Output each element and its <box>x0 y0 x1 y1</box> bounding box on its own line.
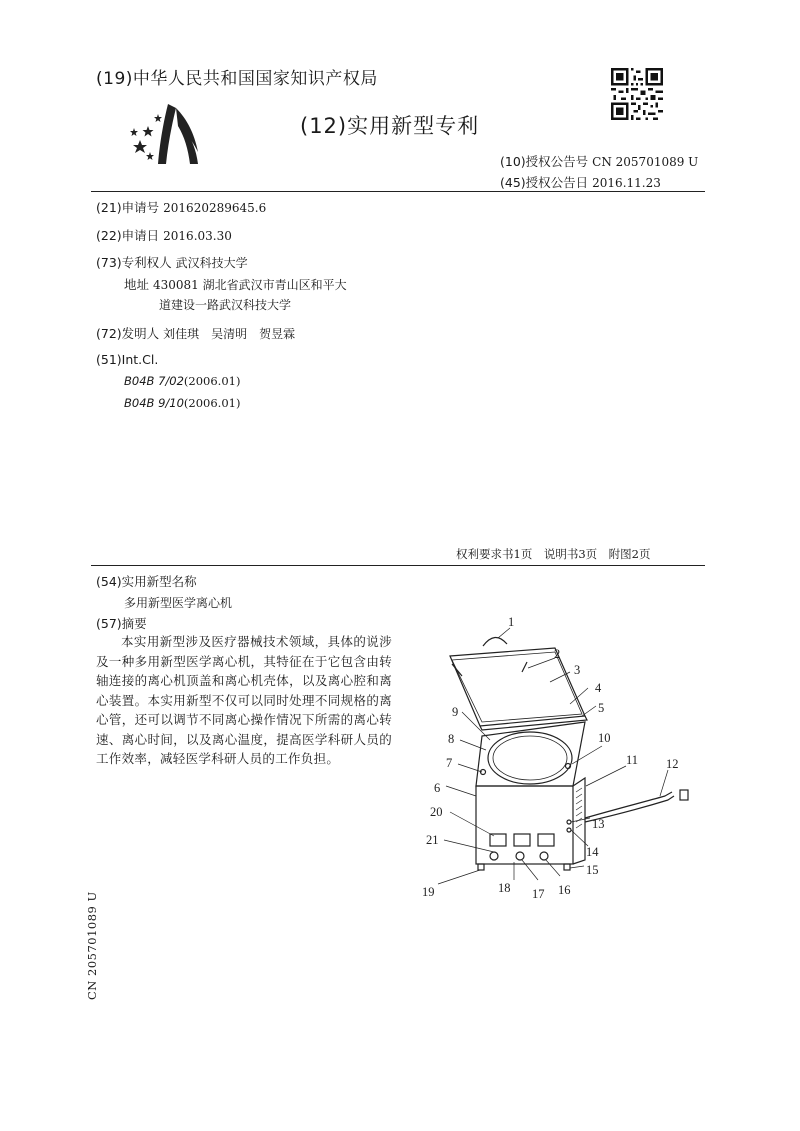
inventors: 刘佳琪 吴清明 贺昱霖 <box>163 327 296 341</box>
cnipa-logo <box>128 100 210 174</box>
ipc-code: B04B 9/10 <box>124 396 184 410</box>
address-line-1: 430081 湖北省武汉市青山区和平大 <box>153 278 347 292</box>
display-panel <box>490 834 506 846</box>
ipc-label: (51)Int.Cl. <box>96 352 159 367</box>
application-number: 201620289645.6 <box>163 201 267 215</box>
lid <box>450 648 585 726</box>
application-number-label: (21)申请号 <box>96 200 160 215</box>
callout-21: 21 <box>426 833 439 847</box>
callout-12: 12 <box>666 757 679 771</box>
abstract-text: 本实用新型涉及医疗器械技术领域，具体的说涉及一种多用新型医学离心机，其特征在于它包含由转轴连接的离心机顶盖和离心机壳体，以及离心腔和离心装置。本实用新型不仅可以同时处理不同规格的离心管，还可以调节不同离心操作情况下所需的离心转速、离心时间，以及离心温度，提高医学科研人员的工作效率，减轻医学科研人员的工作负担。 <box>96 634 392 766</box>
filing-date-row <box>96 226 232 244</box>
callout-9: 9 <box>452 705 459 719</box>
patentee-label: (73)专利权人 <box>96 255 172 270</box>
address-line-2-text: 道建设一路武汉科技大学 <box>159 298 292 312</box>
display-panel <box>538 834 554 846</box>
callout-8: 8 <box>448 732 455 746</box>
knob <box>490 852 498 860</box>
utility-model-title: 多用新型医学离心机 <box>124 596 233 610</box>
housing-front <box>476 786 573 864</box>
callout-16: 16 <box>558 883 571 897</box>
callout-6: 6 <box>434 781 441 795</box>
ipc-code: B04B 7/02 <box>124 374 184 388</box>
section-rule <box>91 565 705 566</box>
address-row <box>124 275 347 293</box>
callout-17: 17 <box>532 887 545 901</box>
patentee-row <box>96 253 248 271</box>
notice-date-row <box>500 173 661 191</box>
address-line-2 <box>159 296 291 313</box>
callout-11: 11 <box>626 753 639 767</box>
document-type: (12)实用新型专利 <box>300 114 480 138</box>
centrifuge-figure <box>410 608 700 912</box>
callout-19: 19 <box>422 885 435 899</box>
callout-3: 3 <box>574 663 581 677</box>
callout-7: 7 <box>446 756 453 770</box>
ipc-entry <box>124 374 240 388</box>
callout-4: 4 <box>595 681 602 695</box>
callout-15: 15 <box>586 863 599 877</box>
abstract-label: (57)摘要 <box>96 616 147 631</box>
address-label: 地址 <box>124 277 150 292</box>
callout-2: 2 <box>554 647 561 661</box>
inventors-label: (72)发明人 <box>96 326 160 341</box>
ipc-date: (2006.01) <box>183 396 241 410</box>
knob <box>540 852 548 860</box>
display-panel <box>514 834 530 846</box>
callout-1: 1 <box>508 615 515 629</box>
utility-model-name-label: (54)实用新型名称 <box>96 574 197 589</box>
callout-14: 14 <box>586 845 599 859</box>
filing-date: 2016.03.30 <box>163 229 232 243</box>
callout-13: 13 <box>592 817 605 831</box>
header-rule <box>91 191 705 192</box>
callout-20: 20 <box>430 805 443 819</box>
callout-18: 18 <box>498 881 511 895</box>
ipc-entry <box>124 396 240 410</box>
power-cable <box>585 792 672 818</box>
issuing-office: (19)中华人民共和国国家知识产权局 <box>96 69 378 89</box>
page-counts: 权利要求书1页 说明书3页 附图2页 <box>456 547 651 561</box>
notice-date: 2016.11.23 <box>592 176 661 190</box>
knob <box>516 852 524 860</box>
qr-code <box>611 68 663 124</box>
callout-10: 10 <box>598 731 611 745</box>
application-number-row <box>96 198 266 216</box>
patentee: 武汉科技大学 <box>175 256 248 270</box>
rotor-chamber <box>488 732 572 784</box>
notice-number-row <box>500 152 698 170</box>
inventors-row <box>96 324 295 342</box>
notice-number: CN 205701089 U <box>592 155 699 169</box>
notice-date-label: (45)授权公告日 <box>500 175 589 190</box>
lid-handle <box>483 637 507 646</box>
callout-5: 5 <box>598 701 605 715</box>
side-publication-number: CN 205701089 U <box>85 891 99 1000</box>
notice-number-label: (10)授权公告号 <box>500 154 589 169</box>
filing-date-label: (22)申请日 <box>96 228 160 243</box>
ipc-date: (2006.01) <box>183 374 241 388</box>
utility-model-name <box>124 594 232 611</box>
